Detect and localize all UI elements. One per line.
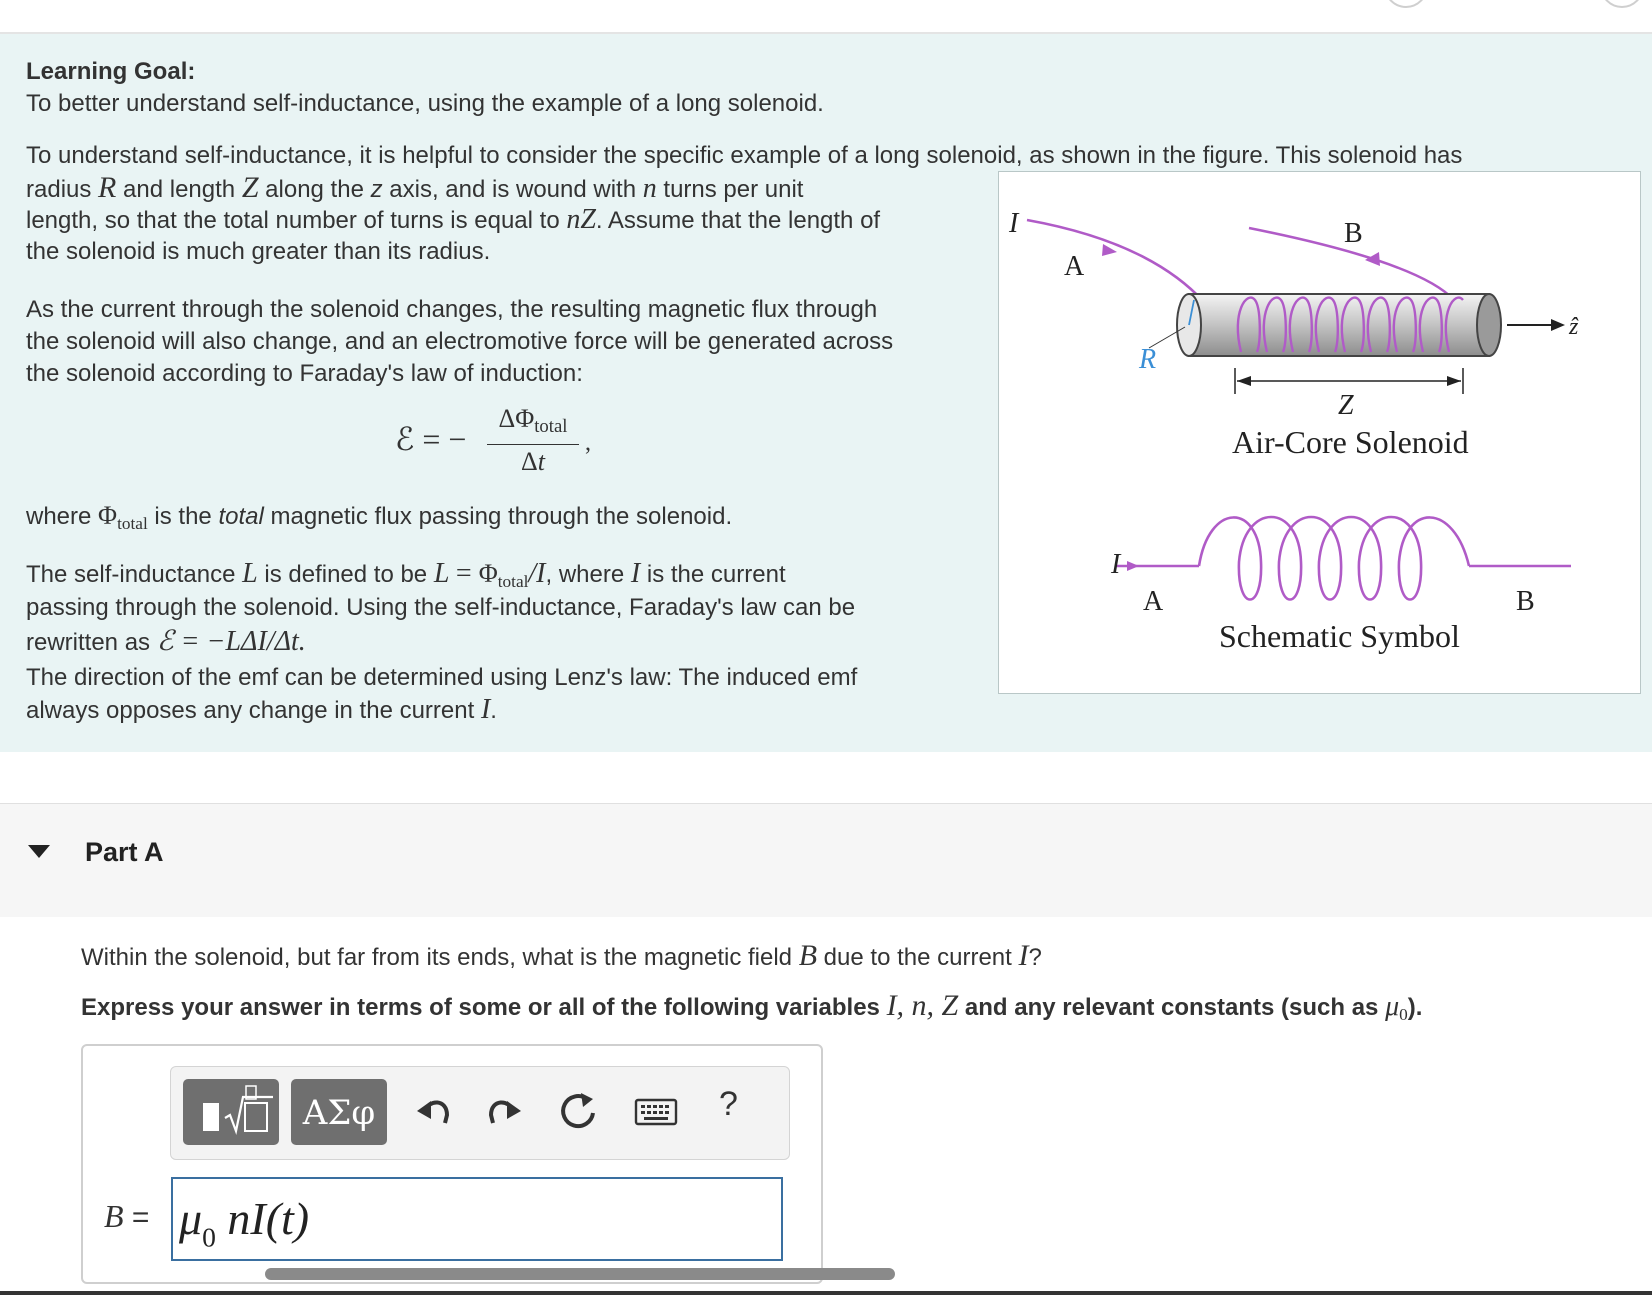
intro-p1-line3: length, so that the total number of turns is equal to nZ. Assume that the length of bbox=[26, 204, 881, 235]
templates-icon bbox=[189, 1080, 285, 1146]
label-a-top: A bbox=[1064, 251, 1085, 282]
top-bar bbox=[0, 0, 1652, 34]
intro-p1-line1: To understand self-inductance, it is helpful to consider the specific example of a long solenoid, as shown in the figure. This solenoid has bbox=[26, 142, 1463, 169]
top-control-circle[interactable] bbox=[1384, 0, 1428, 8]
label-b-top: B bbox=[1344, 218, 1363, 249]
arrow-b-icon bbox=[1365, 252, 1380, 266]
air-core-caption: Air-Core Solenoid bbox=[1232, 424, 1469, 460]
bottom-border bbox=[0, 1291, 1652, 1295]
answer-label: B = bbox=[104, 1198, 150, 1234]
faraday-fraction: $\Delta\Phi_{total}$ Δt bbox=[487, 404, 579, 477]
intro-p5-line2: always opposes any change in the current I. bbox=[26, 694, 497, 725]
intro-p2-line2: the solenoid will also change, and an electromotive force will be generated across bbox=[26, 328, 894, 355]
horizontal-scrollbar[interactable] bbox=[265, 1268, 895, 1280]
templates-button[interactable] bbox=[183, 1079, 279, 1145]
z-axis-arrow-icon bbox=[1551, 319, 1565, 331]
intro-p2-line1: As the current through the solenoid changes, the resulting magnetic flux through bbox=[26, 296, 878, 323]
label-i-top: I bbox=[1009, 208, 1019, 239]
keyboard-icon[interactable] bbox=[633, 1089, 679, 1133]
intro-p2-line3: the solenoid according to Faraday's law of induction: bbox=[26, 360, 583, 387]
solenoid-figure bbox=[998, 171, 1641, 694]
learning-goal-text: To better understand self-inductance, using the example of a long solenoid. bbox=[26, 90, 824, 117]
solenoid-core bbox=[1189, 294, 1489, 356]
answer-instruction: Express your answer in terms of some or all of the following variables I, n, Z and any relevant constants (such as $\mu_0$). bbox=[81, 989, 1423, 1024]
math-toolbar bbox=[170, 1066, 790, 1160]
reset-icon[interactable] bbox=[557, 1089, 601, 1133]
collapse-caret-icon[interactable] bbox=[28, 845, 50, 858]
dim-right-arrow-icon bbox=[1447, 376, 1461, 386]
label-z-hat: ẑ bbox=[1569, 314, 1579, 340]
part-a-header[interactable] bbox=[0, 803, 1652, 917]
intro-p3: where $\Phi_{total}$ is the total magnetic flux passing through the solenoid. bbox=[26, 501, 733, 533]
schematic-coil bbox=[1199, 517, 1469, 600]
intro-p4-line1: The self-inductance L is defined to be $L = \Phi_{total}/I$, where I is the current bbox=[26, 558, 786, 591]
dim-left-arrow-icon bbox=[1237, 376, 1251, 386]
solenoid-diagram bbox=[999, 172, 1642, 695]
intro-p4-line2: passing through the solenoid. Using the self-inductance, Faraday's law can be bbox=[26, 594, 856, 621]
label-i-bottom: I bbox=[1111, 549, 1121, 580]
part-a-title: Part A bbox=[85, 837, 164, 867]
learning-goal-title: Learning Goal: bbox=[26, 58, 196, 85]
label-b-bottom: B bbox=[1516, 586, 1535, 617]
wire-a bbox=[1027, 220, 1204, 302]
question-text: Within the solenoid, but far from its ends, what is the magnetic field B due to the current I? bbox=[81, 939, 1042, 972]
schematic-arrow-in-icon bbox=[1127, 561, 1139, 571]
label-a-bottom: A bbox=[1143, 586, 1164, 617]
solenoid-core-end bbox=[1477, 294, 1501, 356]
help-button[interactable]: ? bbox=[719, 1085, 738, 1123]
intro-p4-line3: rewritten as ℰ = −LΔI/Δt. bbox=[26, 626, 306, 657]
arrow-a-icon bbox=[1102, 244, 1117, 256]
schematic-caption: Schematic Symbol bbox=[1219, 618, 1460, 654]
intro-p1-line2: radius R and length Z along the z axis, and is wound with n turns per unit bbox=[26, 171, 804, 204]
intro-p1-line4: the solenoid is much greater than its radius. bbox=[26, 238, 491, 265]
label-r: R bbox=[1139, 344, 1157, 375]
undo-icon[interactable] bbox=[411, 1089, 455, 1133]
label-z: Z bbox=[1338, 390, 1354, 421]
answer-input[interactable]: $\mu_0$ nI(t) bbox=[171, 1177, 783, 1261]
top-control-circle[interactable] bbox=[1600, 0, 1644, 8]
greek-symbols-button[interactable]: ΑΣφ bbox=[291, 1079, 387, 1145]
intro-p5-line1: The direction of the emf can be determined using Lenz's law: The induced emf bbox=[26, 664, 858, 691]
redo-icon[interactable] bbox=[483, 1089, 527, 1133]
